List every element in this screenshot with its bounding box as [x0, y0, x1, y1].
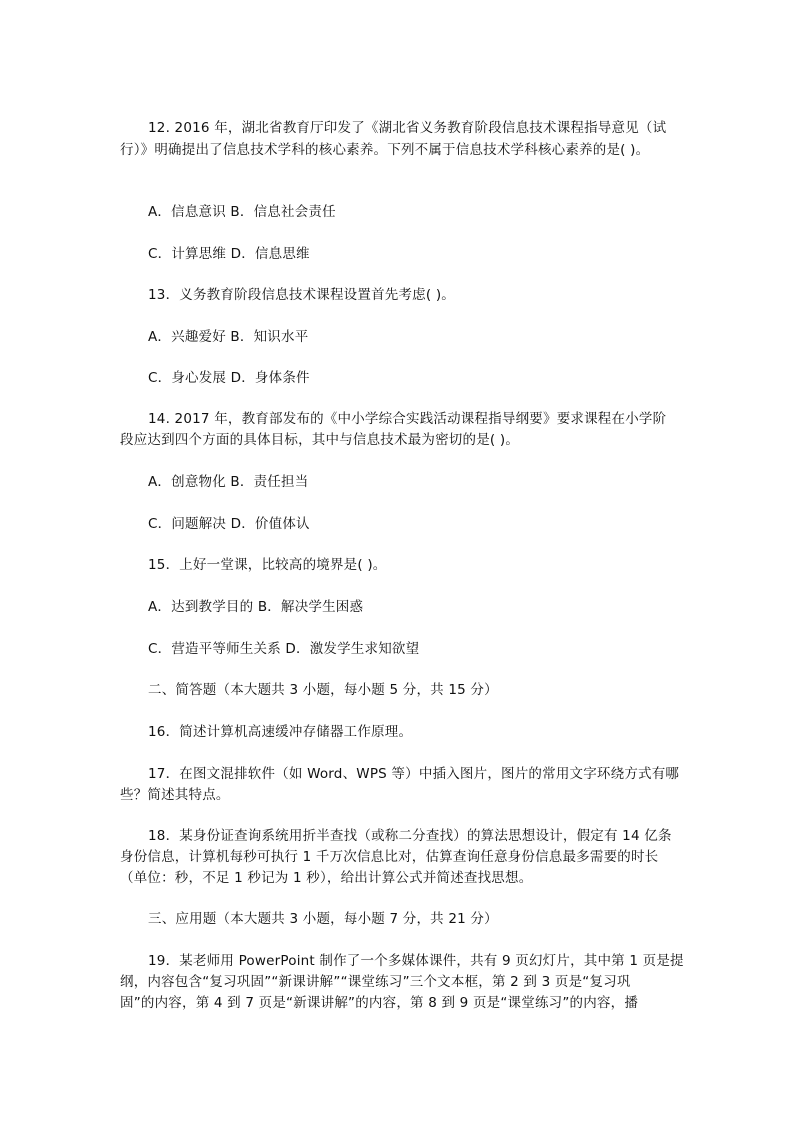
question-17-line-1: 17．在图文混排软件（如 Word、WPS 等）中插入图片，图片的常用文字环绕方式有哪: [148, 766, 680, 782]
question-13-options-ab: A．兴趣爱好 B．知识水平: [148, 329, 309, 345]
question-16-line-1: 16．简述计算机高速缓冲存储器工作原理。: [148, 724, 413, 740]
question-15-options-ab: A．达到教学目的 B．解决学生困惑: [148, 599, 364, 615]
question-18-line-3: （单位：秒，不足 1 秒记为 1 秒），给出计算公式并简述查找思想。: [120, 870, 533, 886]
question-12-options-cd: C．计算思维 D．信息思维: [148, 246, 310, 262]
question-12-line-2: 行）》明确提出了信息技术学科的核心素养。下列不属于信息技术学科核心素养的是( )。: [120, 142, 650, 158]
question-14-line-2: 段应达到四个方面的具体目标，其中与信息技术最为密切的是( )。: [120, 432, 520, 448]
section-3-heading: 三、应用题（本大题共 3 小题，每小题 7 分，共 21 分）: [148, 911, 498, 927]
question-13-options-cd: C．身心发展 D．身体条件: [148, 370, 310, 386]
question-12-line-1: 12. 2016 年，湖北省教育厅印发了《湖北省义务教育阶段信息技术课程指导意见（试: [148, 120, 667, 136]
question-14-options-cd: C．问题解决 D．价值体认: [148, 516, 310, 532]
question-12-options-ab: A．信息意识 B．信息社会责任: [148, 204, 336, 220]
question-18-line-2: 身份信息，计算机每秒可执行 1 千万次信息比对，估算查询任意身份信息最多需要的时长: [120, 849, 659, 865]
section-2-heading: 二、简答题（本大题共 3 小题，每小题 5 分，共 15 分）: [148, 682, 498, 698]
question-14-line-1: 14. 2017 年，教育部发布的《中小学综合实践活动课程指导纲要》要求课程在小学阶: [148, 411, 667, 427]
question-14-options-ab: A．创意物化 B．责任担当: [148, 474, 309, 490]
question-13-line-1: 13．义务教育阶段信息技术课程设置首先考虑( )。: [148, 287, 456, 303]
question-19-line-2: 纲，内容包含“复习巩固”“新课讲解”“课堂练习”三个文本框，第 2 到 3 页是“复习巩: [120, 974, 631, 990]
question-17-line-2: 些？简述其特点。: [120, 787, 230, 803]
question-15-options-cd: C．营造平等师生关系 D．激发学生求知欲望: [148, 641, 420, 657]
question-18-line-1: 18．某身份证查询系统用折半查找（或称二分查找）的算法思想设计，假定有 14 亿条: [148, 828, 672, 844]
question-15-line-1: 15．上好一堂课，比较高的境界是( )。: [148, 557, 387, 573]
question-19-line-1: 19．某老师用 PowerPoint 制作了一个多媒体课件，共有 9 页幻灯片，其中第 1 页是提: [148, 953, 684, 969]
question-19-line-3: 固”的内容，第 4 到 7 页是“新课讲解”的内容，第 8 到 9 页是“课堂练习”的内容，播: [120, 995, 639, 1011]
